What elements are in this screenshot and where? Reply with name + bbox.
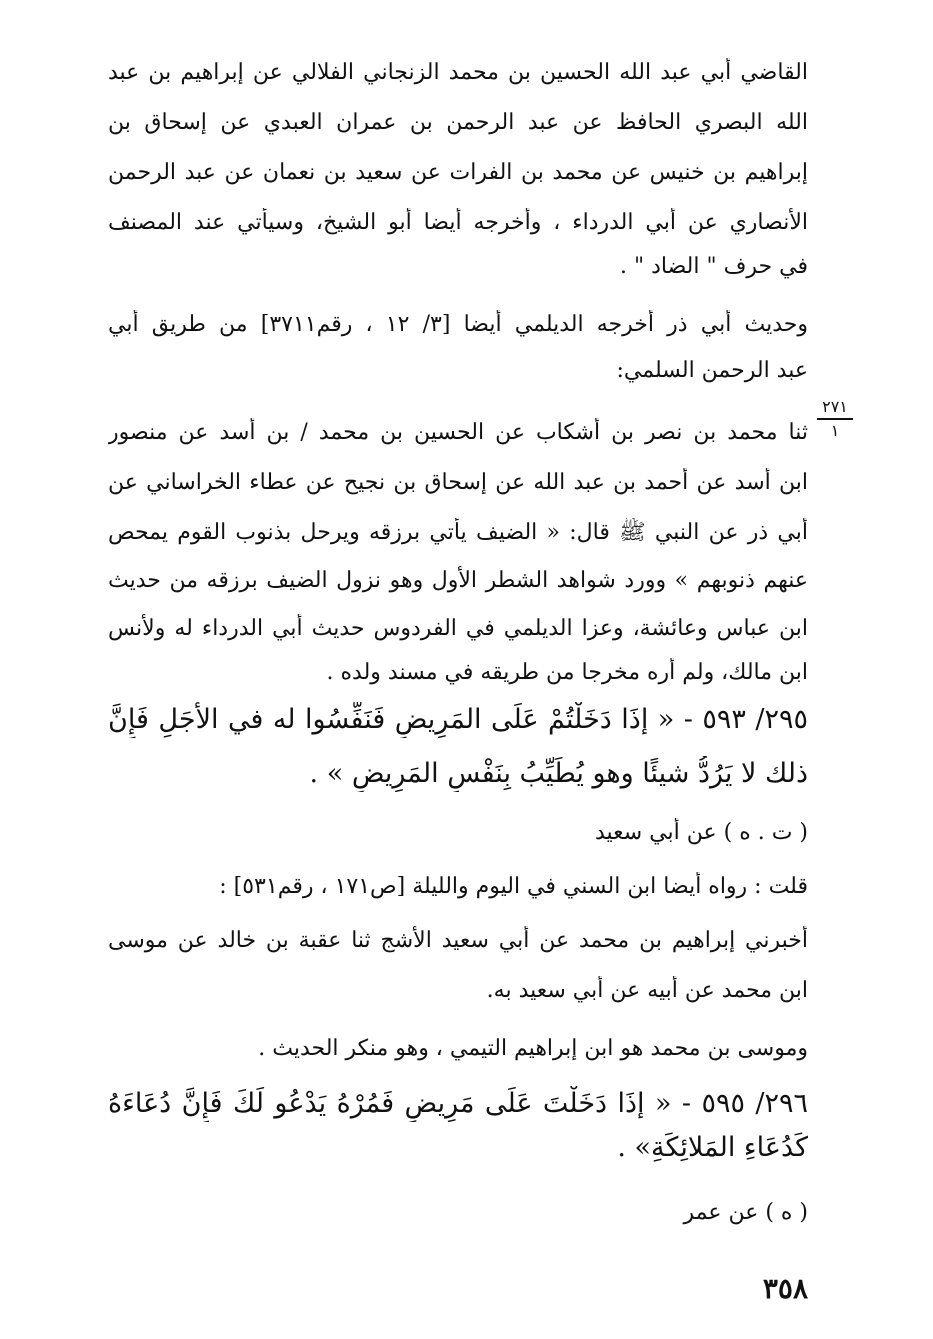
text-line-qult: قلت : رواه أيضا ابن السني في اليوم والليلة [ص١٧١ ، رقم٥٣١] : (219, 874, 808, 899)
hadith-295-source: ( ت . ه ) عن أبي سعيد (594, 820, 808, 845)
text-line-7: عبد الرحمن السلمي: (616, 358, 808, 383)
text-line-1: القاضي أبي عبد الله الحسين بن محمد الزنجاني الفلالي عن إبراهيم بن عبد (108, 60, 808, 85)
text-line-10: أبي ذر عن النبي ﷺ قال: « الضيف يأتي برزقه ويرحل بذنوب القوم يمحص (108, 520, 808, 545)
text-line-11: عنهم ذنوبهم » وورد شواهد الشطر الأول وهو نزول الضيف برزقه من حديث (108, 568, 808, 593)
page-number: ٣٥٨ (762, 1272, 808, 1305)
text-line-6: وحديث أبي ذر أخرجه الديلمي أيضا [٣/ ١٢ ، رقم٣٧١١] من طريق أبي (108, 312, 808, 337)
text-line-2: الله البصري الحافظ عن عبد الرحمن بن عمران العبدي عن إسحاق بن (108, 110, 808, 135)
text-line-19: وموسى بن محمد هو ابن إبراهيم التيمي ، وهو منكر الحديث . (258, 1036, 808, 1061)
hadith-295-line-2: ذلك لا يَرُدُّ شيئًا وهو يُطَيِّبُ بِنَفْسِ المَرِيضِ » . (309, 758, 808, 789)
text-line-12: ابن عباس وعائشة، وعزا الديلمي في الفردوس حديث أبي الدرداء له ولأنس (108, 616, 808, 641)
text-line-17: أخبرني إبراهيم بن محمد عن أبي سعيد الأشج ثنا عقبة بن خالد عن موسى (108, 928, 808, 953)
hadith-296-line-2: كَدُعَاءِ المَلائِكَةِ» . (617, 1132, 808, 1163)
text-line-4: الأنصاري عن أبي الدرداء ، وأخرجه أيضا أبو الشيخ، وسيأتي عند المصنف (108, 210, 808, 235)
hadith-296-line-1: ٢٩٦/ ٥٩٥ - « إذَا دَخَلْتَ عَلَى مَرِيضٍ فَمُرْهُ يَدْعُو لَكَ فَإِنَّ دُعَاءَهُ (108, 1088, 808, 1119)
folio-side: ١ (830, 421, 840, 440)
manuscript-folio-reference (815, 398, 855, 440)
text-line-8: ثنا محمد بن نصر بن أشكاب عن الحسين بن محمد / بن أسد عن منصور (108, 420, 808, 445)
text-line-3: إبراهيم بن خنيس عن محمد بن الفرات عن سعيد بن نعمان عن عبد الرحمن (108, 160, 808, 185)
text-line-18: ابن محمد عن أبيه عن أبي سعيد به. (486, 978, 808, 1003)
text-line-9: ابن أسد عن أحمد بن عبد الله عن إسحاق بن نجيح عن عطاء الخراساني عن (108, 470, 808, 495)
hadith-295-line-1: ٢٩٥/ ٥٩٣ - « إذَا دَخَلْتُمْ عَلَى المَرِيضِ فَنَفِّسُوا له في الأَجَلِ فَإِنَّ (108, 704, 808, 735)
hadith-296-source: ( ه ) عن عمر (683, 1200, 808, 1225)
text-line-5: في حرف " الضاد " . (620, 254, 808, 279)
folio-divider (817, 418, 853, 420)
folio-number: ٢٧١ (822, 397, 848, 416)
text-line-13: ابن مالك، ولم أره مخرجا من طريقه في مسند ولده . (326, 660, 808, 685)
